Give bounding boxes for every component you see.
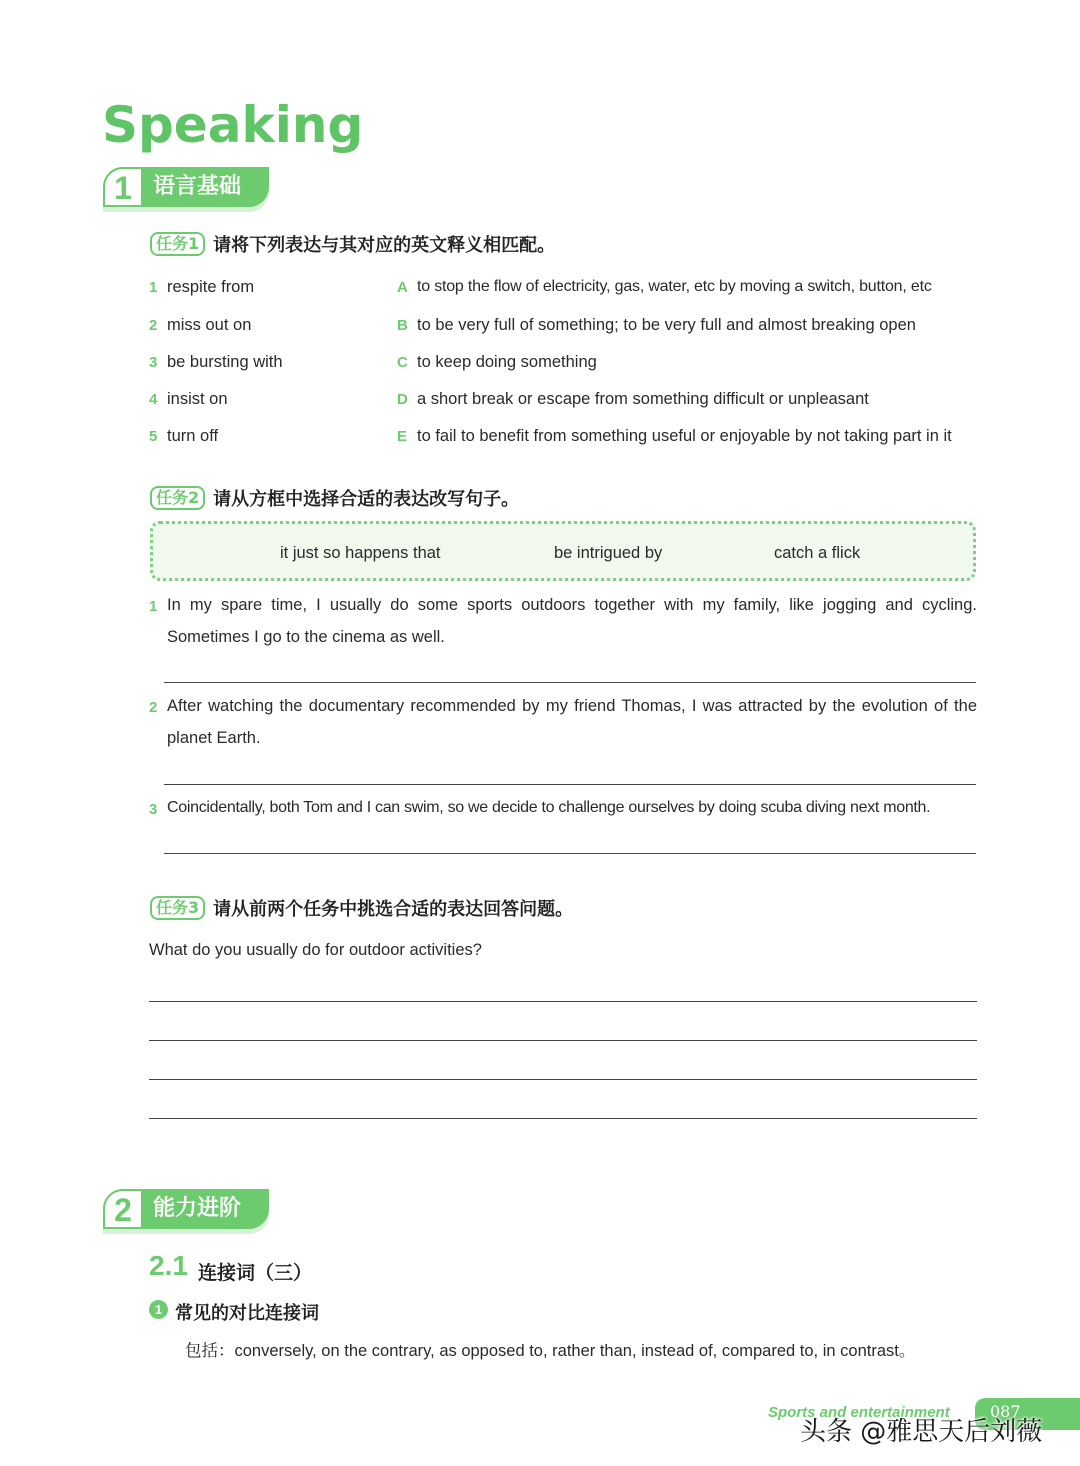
section-2-label: 能力进阶 [153,1196,242,1221]
list-item: miss out on [167,316,252,334]
sentence-number: 1 [149,598,158,615]
sentence-number: 2 [149,699,158,716]
definition-letter: D [397,391,408,408]
list-item: be bursting with [167,353,283,371]
answer-line[interactable] [164,784,976,785]
list-item: turn off [167,427,219,445]
word-option: catch a flick [774,544,861,562]
task-3-instruction: 请从前两个任务中挑选合适的表达回答问题。 [213,899,574,920]
answer-line[interactable] [149,1040,977,1041]
list-item: respite from [167,278,255,296]
section-1-label: 语言基础 [153,174,242,199]
watermark: 头条 @雅思天后刘薇 [800,1417,1043,1447]
section-1-number: 1 [103,167,143,207]
point-title: 常见的对比连接词 [175,1303,319,1324]
task-1-header [150,231,555,257]
task-3-header [150,895,573,921]
task-2-tag: 任务2 [150,486,205,510]
page-title: Speaking [102,96,364,154]
definition-text: to fail to benefit from something useful or enjoyable by not taking part in it [417,427,952,445]
subsection-number: 2.1 [149,1250,188,1281]
definition-text: to keep doing something [417,353,597,371]
item-number: 5 [149,428,158,445]
definition-letter: B [397,317,408,334]
section-1-banner [103,167,269,207]
section-2-number: 2 [103,1189,143,1229]
answer-line[interactable] [164,682,976,683]
sentence-text: After watching the documentary recommended by my friend Thomas, I was attracted by the evolution of the planet Earth. [167,697,977,747]
page-number: 087 [990,1402,1021,1421]
answer-line[interactable] [164,853,976,854]
definition-text: to be very full of something; to be very full and almost breaking open [417,316,916,334]
task-2-header [150,485,519,511]
word-option: it just so happens that [280,544,441,562]
task-1-tag: 任务1 [150,232,205,256]
definition-letter: E [397,428,408,445]
list-item: insist on [167,390,228,408]
answer-line[interactable] [149,1079,977,1080]
item-number: 2 [149,317,158,334]
answer-line[interactable] [149,1001,977,1002]
sentence-text: In my spare time, I usually do some sports outdoors together with my family, like jogging and cycling. Sometimes I go to the cinema as well. [167,596,977,646]
definition-letter: C [397,354,408,371]
item-number: 3 [149,354,158,371]
point-marker: 1 [149,1300,168,1319]
definition-letter: A [397,279,408,296]
task-3-tag: 任务3 [150,896,205,920]
item-number: 4 [149,391,158,408]
word-option: be intrigued by [554,544,663,562]
footer-chapter: Sports and entertainment [768,1404,950,1421]
subsection-title: 连接词（三） [198,1262,313,1284]
section-2-banner [103,1189,269,1229]
item-number: 1 [149,279,158,296]
answer-line[interactable] [149,1118,977,1119]
definition-text: a short break or escape from something difficult or unpleasant [417,390,869,408]
task-1-instruction: 请将下列表达与其对应的英文释义相匹配。 [213,235,556,256]
sentence-text: Coincidentally, both Tom and I can swim, so we decide to challenge ourselves by doing scuba diving next month. [167,799,931,816]
task-3-question: What do you usually do for outdoor activities? [149,941,482,959]
sentence-number: 3 [149,801,158,818]
word-box [150,521,976,581]
includes-text: 包括：conversely, on the contrary, as opposed to, rather than, instead of, compared to, in contrast。 [185,1342,916,1360]
definition-text: to stop the flow of electricity, gas, water, etc by moving a switch, button, etc [417,278,932,295]
task-2-instruction: 请从方框中选择合适的表达改写句子。 [213,489,520,510]
